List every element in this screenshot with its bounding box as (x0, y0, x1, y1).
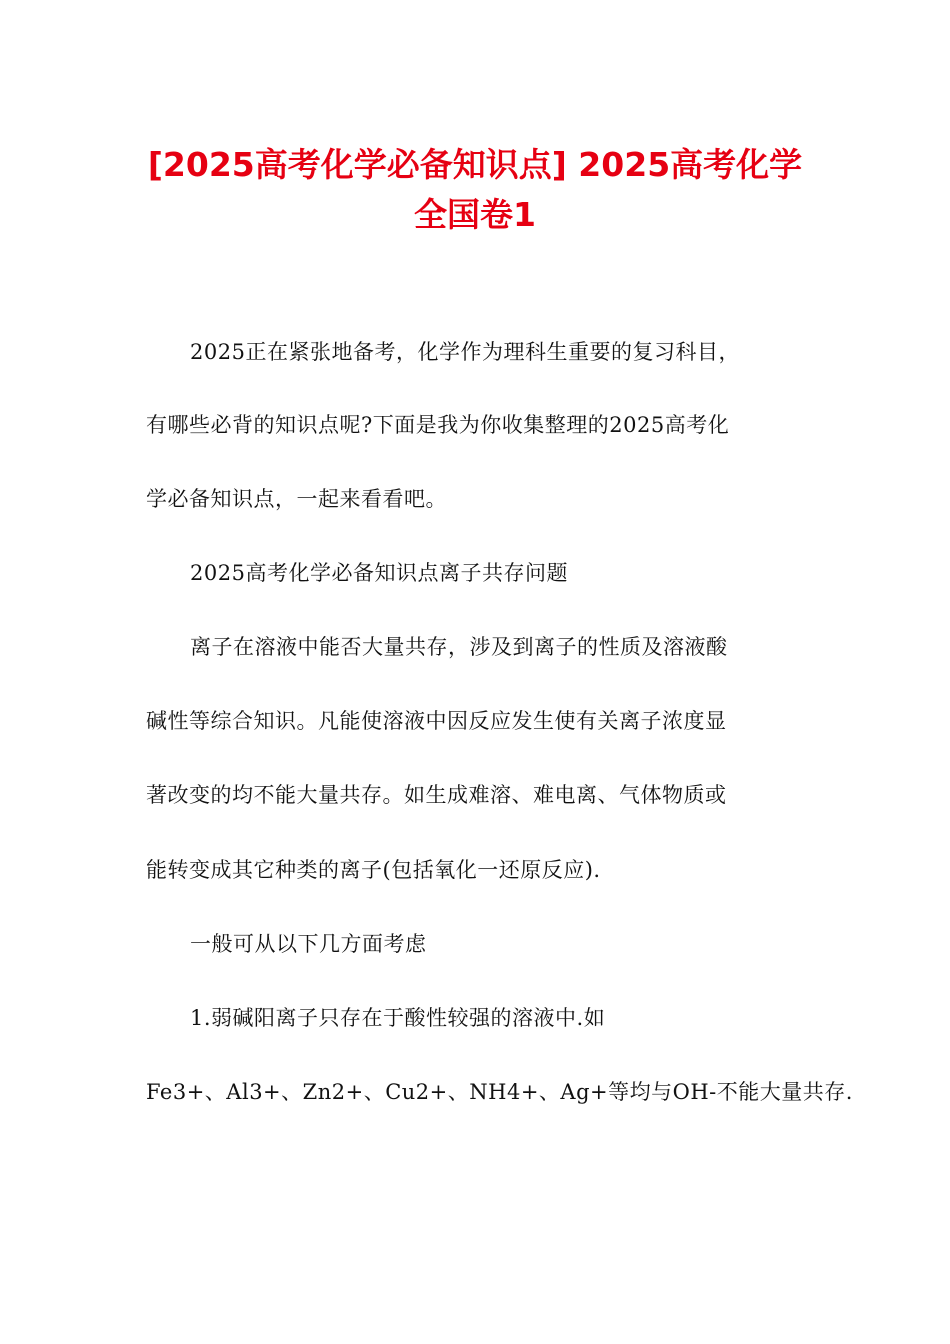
page-title-line-2: 全国卷1 (414, 195, 536, 234)
paragraph-line: 一般可从以下几方面考虑 (190, 932, 427, 956)
paragraph-line: Fe3+、Al3+、Zn2+、Cu2+、NH4+、Ag+等均与OH-不能大量共存. (146, 1080, 853, 1104)
section-heading: 2025高考化学必备知识点离子共存问题 (190, 561, 568, 585)
paragraph-line: 学必备知识点，一起来看看吧。 (146, 487, 447, 511)
paragraph-line: 著改变的均不能大量共存。如生成难溶、难电离、气体物质或 (146, 783, 727, 807)
page-title (60, 140, 890, 240)
list-item: 1.弱碱阳离子只存在于酸性较强的溶液中.如 (190, 1006, 606, 1030)
paragraph-line: 能转变成其它种类的离子(包括氧化一还原反应). (146, 858, 601, 882)
paragraph-line: 碱性等综合知识。凡能使溶液中因反应发生使有关离子浓度显 (146, 709, 727, 733)
paragraph-line: 2025正在紧张地备考，化学作为理科生重要的复习科目， (190, 340, 740, 364)
page-title-line-1: [2025高考化学必备知识点] 2025高考化学 (147, 145, 803, 184)
paragraph-line: 有哪些必背的知识点呢?下面是我为你收集整理的2025高考化 (146, 413, 730, 437)
paragraph-line: 离子在溶液中能否大量共存，涉及到离子的性质及溶液酸 (190, 635, 728, 659)
